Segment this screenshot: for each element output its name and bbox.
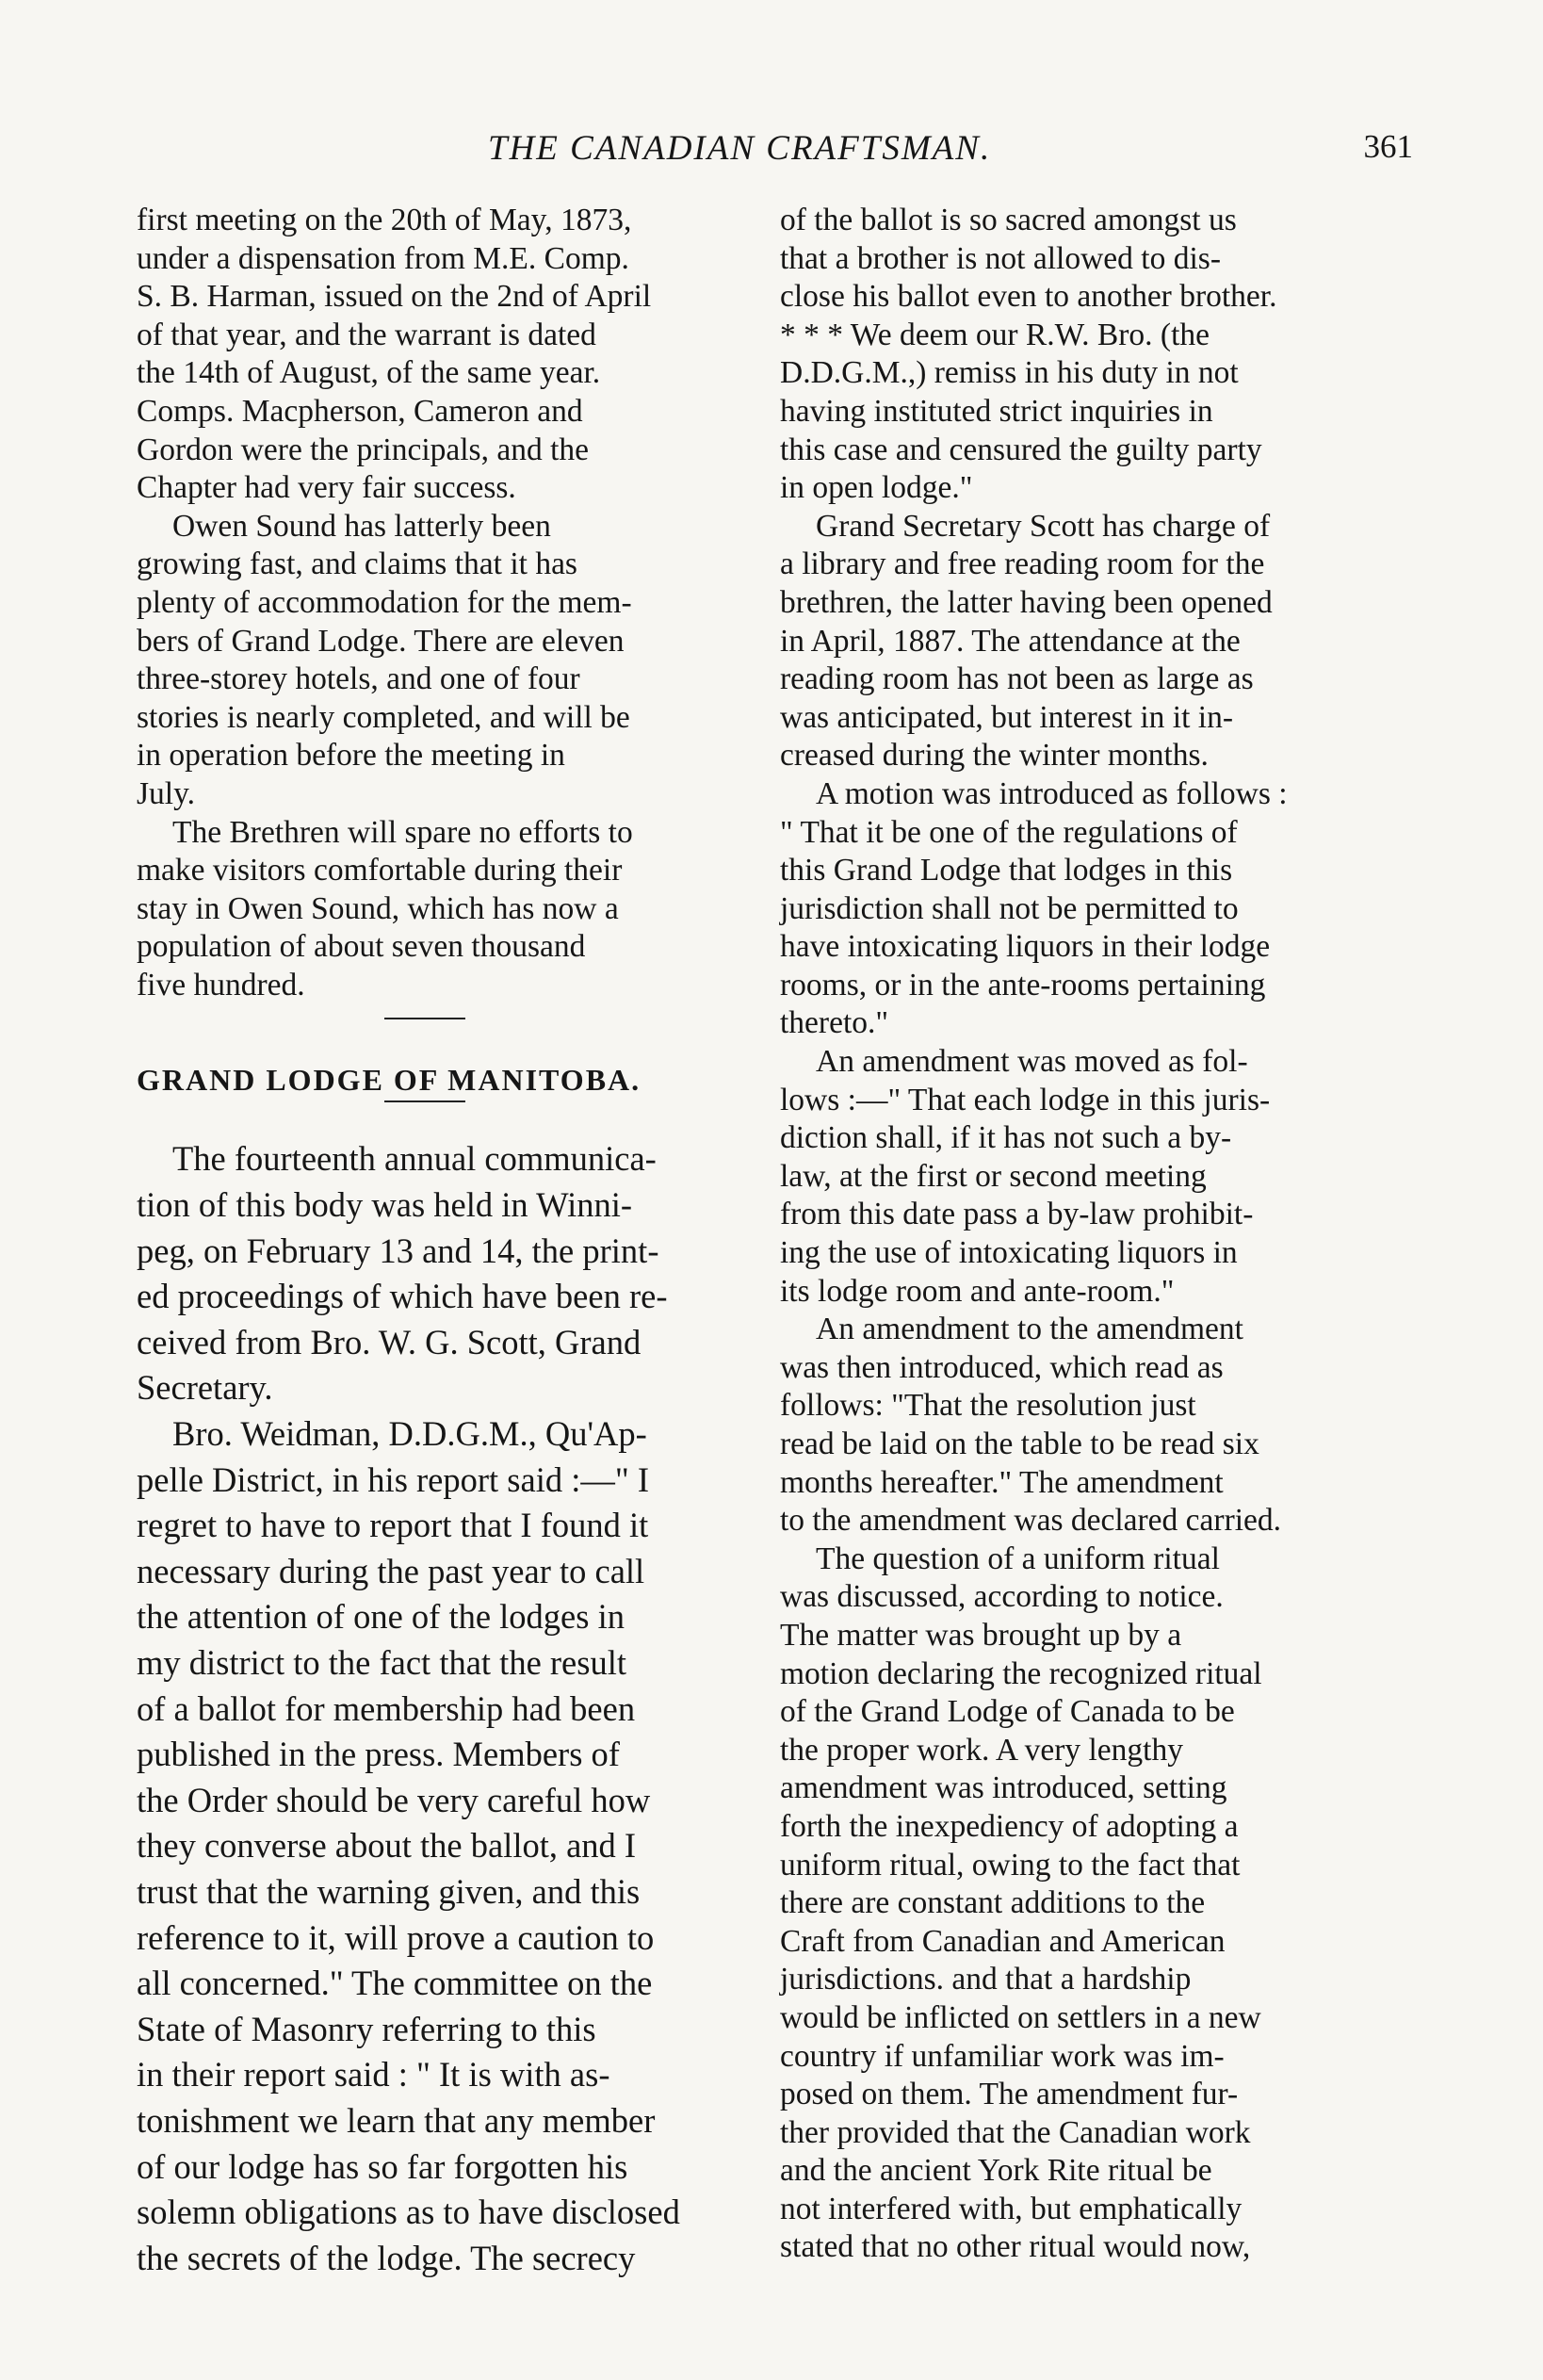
text-line: trust that the warning given, and this (137, 1871, 641, 1911)
text-line: to the amendment was declared carried. (780, 1503, 1282, 1539)
text-line: peg, on February 13 and 14, the print- (137, 1231, 659, 1270)
text-line: Comps. Macpherson, Cameron and (137, 393, 583, 429)
text-line: A motion was introduced as follows : (816, 775, 1288, 811)
text-line: " That it be one of the regulations of (780, 814, 1238, 850)
text-line: of the Grand Lodge of Canada to be (780, 1694, 1235, 1730)
text-line: Owen Sound has latterly been (172, 508, 551, 544)
text-line: there are constant additions to the (780, 1885, 1206, 1921)
text-line: The question of a uniform ritual (816, 1540, 1220, 1576)
text-line: would be inflicted on settlers in a new (780, 1999, 1261, 2035)
text-line: of that year, and the warrant is dated (137, 317, 596, 352)
text-line: have intoxicating liquors in their lodge (780, 929, 1271, 965)
text-line: growing fast, and claims that it has (137, 546, 577, 582)
text-line: not interfered with, but emphatically (780, 2191, 1243, 2226)
text-line: Bro. Weidman, D.D.G.M., Qu'Ap- (172, 1414, 647, 1454)
text-line: pelle District, in his report said :—" I (137, 1459, 650, 1499)
text-line: uniform ritual, owing to the fact that (780, 1847, 1241, 1883)
text-line: State of Masonry referring to this (137, 2009, 596, 2048)
text-line: Grand Secretary Scott has charge of (816, 508, 1271, 544)
text-line: brethren, the latter having been opened (780, 584, 1273, 620)
text-line: stay in Owen Sound, which has now a (137, 890, 619, 926)
text-line: of the ballot is so sacred amongst us (780, 203, 1237, 237)
text-line: * * * We deem our R.W. Bro. (the (780, 317, 1210, 352)
text-line: read be laid on the table to be read six (780, 1426, 1259, 1461)
right-column-text-block (780, 202, 1421, 2267)
text-line: and the ancient York Rite ritual be (780, 2153, 1212, 2189)
text-line: this case and censured the guilty party (780, 432, 1262, 467)
text-line: plenty of accommodation for the mem- (137, 584, 632, 620)
text-line: population of about seven thousand (137, 929, 586, 965)
section-rule-top (384, 1018, 465, 1019)
text-line: solemn obligations as to have disclosed (137, 2193, 680, 2232)
left-column-article-text (137, 1136, 758, 2281)
text-line: The matter was brought up by a (780, 1617, 1182, 1653)
text-line: motion declaring the recognized ritual (780, 1655, 1262, 1691)
text-line: An amendment to the amendment (816, 1312, 1243, 1347)
text-line: of a ballot for membership had been (137, 1688, 636, 1728)
text-line: Craft from Canadian and American (780, 1923, 1226, 1959)
text-line: diction shall, if it has not such a by- (780, 1120, 1232, 1156)
text-line: Gordon were the principals, and the (137, 432, 590, 467)
text-line: ceived from Bro. W. G. Scott, Grand (137, 1322, 642, 1361)
text-line: under a dispensation from M.E. Comp. (137, 240, 629, 276)
text-line: rooms, or in the ante-rooms pertaining (780, 967, 1266, 1003)
text-line: country if unfamiliar work was im- (780, 2038, 1225, 2074)
text-line: this Grand Lodge that lodges in this (780, 853, 1233, 888)
text-line: forth the inexpediency of adopting a (780, 1808, 1239, 1844)
text-line: law, at the first or second meeting (780, 1158, 1207, 1194)
text-line: its lodge room and ante-room." (780, 1273, 1175, 1309)
text-line: jurisdiction shall not be permitted to (780, 890, 1239, 926)
text-line: was anticipated, but interest in it in- (780, 699, 1233, 735)
text-line: make visitors comfortable during their (137, 853, 623, 888)
text-line: bers of Grand Lodge. There are eleven (137, 623, 625, 659)
text-line: ed proceedings of which have been re- (137, 1277, 668, 1316)
text-line: ing the use of intoxicating liquors in (780, 1235, 1238, 1271)
text-line: five hundred. (137, 967, 305, 1003)
text-line: posed on them. The amendment fur- (780, 2077, 1239, 2112)
text-line: regret to have to report that I found it (137, 1506, 649, 1545)
text-line: in April, 1887. The attendance at the (780, 623, 1241, 659)
left-column-text-block (137, 202, 758, 1004)
text-line: a library and free reading room for the (780, 546, 1265, 582)
text-line: the attention of one of the lodges in (137, 1597, 625, 1637)
section-heading: GRAND LODGE OF MANITOBA. (137, 1063, 642, 1098)
text-line: ther provided that the Canadian work (780, 2114, 1251, 2150)
text-line: amendment was introduced, setting (780, 1770, 1227, 1806)
text-line: that a brother is not allowed to dis- (780, 240, 1221, 276)
text-line: all concerned." The committee on the (137, 1964, 653, 2003)
text-line: first meeting on the 20th of May, 1873, (137, 203, 632, 237)
text-line: having instituted strict inquiries in (780, 393, 1213, 429)
text-line: reading room has not been as large as (780, 661, 1254, 697)
text-line: follows: "That the resolution just (780, 1388, 1196, 1424)
text-line: they converse about the ballot, and I (137, 1826, 637, 1866)
text-line: jurisdictions. and that a hardship (780, 1962, 1192, 1997)
right-column (780, 202, 1421, 2267)
text-line: the secrets of the lodge. The secrecy (137, 2238, 636, 2277)
text-line: close his ballot even to another brother. (780, 279, 1277, 315)
text-line: the Order should be very careful how (137, 1780, 651, 1819)
text-line: tion of this body was held in Winni- (137, 1185, 633, 1225)
text-line: An amendment was moved as fol- (816, 1044, 1248, 1080)
text-line: reference to it, will prove a caution to (137, 1917, 655, 1957)
section-rule-bottom (384, 1100, 465, 1102)
text-line: S. B. Harman, issued on the 2nd of April (137, 279, 652, 315)
text-line: creased during the winter months. (780, 738, 1209, 774)
text-line: The Brethren will spare no efforts to (172, 814, 633, 850)
text-line: in their report said : " It is with as- (137, 2055, 610, 2095)
text-line: three-storey hotels, and one of four (137, 661, 580, 697)
text-line: lows :—" That each lodge in this juris- (780, 1082, 1271, 1117)
text-line: the proper work. A very lengthy (780, 1732, 1183, 1768)
text-line: Secretary. (137, 1368, 273, 1408)
text-line: The fourteenth annual communica- (172, 1139, 657, 1179)
page-number: 361 (1363, 128, 1413, 165)
running-title: THE CANADIAN CRAFTSMAN. (488, 129, 992, 168)
text-line: July. (137, 775, 196, 811)
text-line: was then introduced, which read as (780, 1349, 1224, 1385)
text-line: in open lodge." (780, 470, 973, 506)
text-line: months hereafter." The amendment (780, 1464, 1224, 1500)
text-line: from this date pass a by-law prohibit- (780, 1197, 1254, 1232)
text-line: was discussed, according to notice. (780, 1579, 1224, 1615)
text-line: thereto." (780, 1005, 889, 1041)
text-line: stories is nearly completed, and will be (137, 699, 630, 735)
text-line: of our lodge has so far forgotten his (137, 2146, 628, 2186)
page-header (141, 128, 1413, 175)
text-line: stated that no other ritual would now, (780, 2229, 1251, 2265)
text-line: necessary during the past year to call (137, 1551, 645, 1590)
text-line: my district to the fact that the result (137, 1643, 626, 1682)
text-line: D.D.G.M.,) remiss in his duty in not (780, 355, 1239, 391)
text-line: published in the press. Members of (137, 1735, 620, 1774)
text-line: Chapter had very fair success. (137, 470, 516, 506)
text-line: tonishment we learn that any member (137, 2100, 656, 2140)
text-line: in operation before the meeting in (137, 738, 565, 774)
text-line: the 14th of August, of the same year. (137, 355, 601, 391)
left-column (137, 202, 758, 2281)
